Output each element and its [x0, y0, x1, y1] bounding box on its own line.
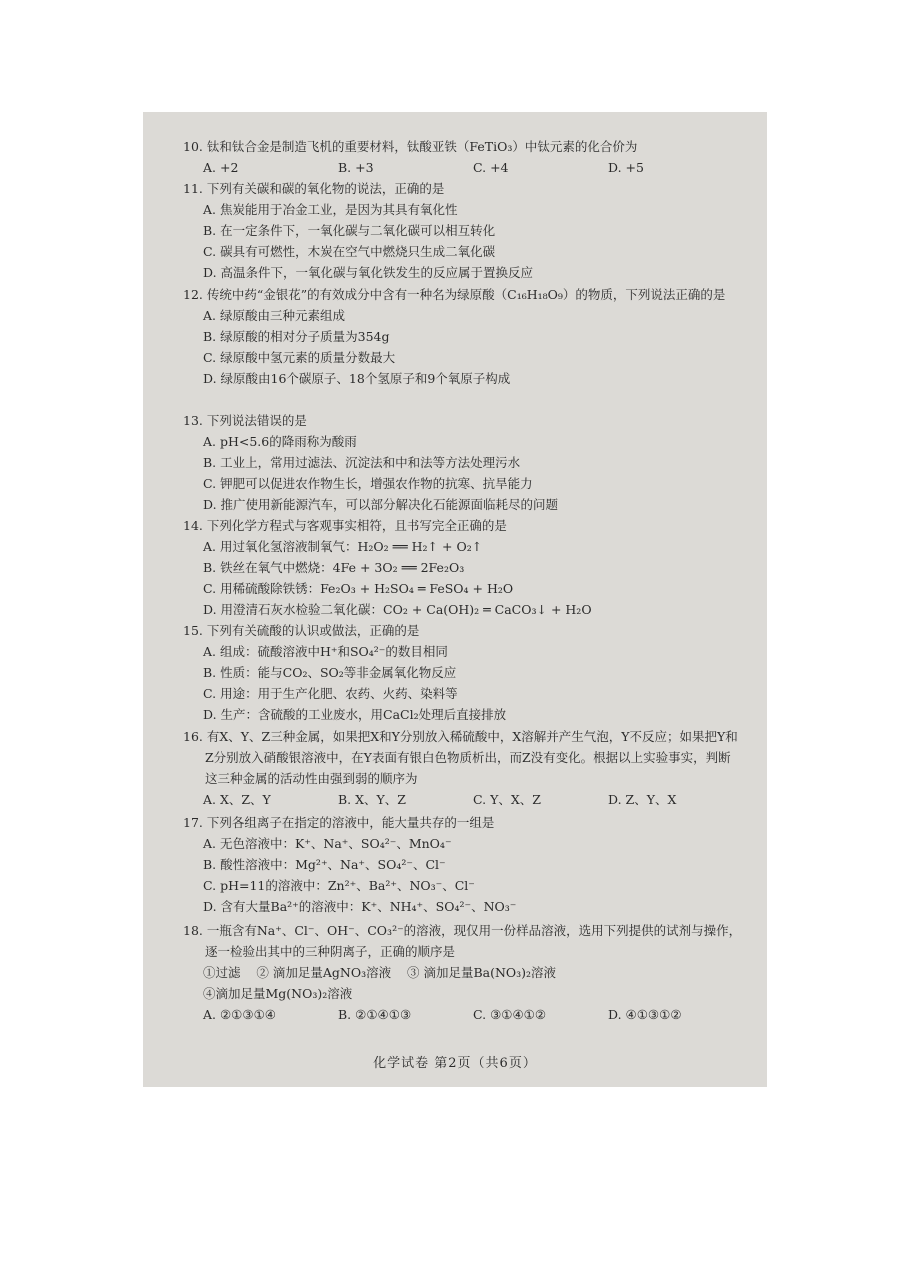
question-13: [183, 410, 743, 515]
question-18: [183, 920, 743, 1025]
option-b: B. 酸性溶液中：Mg²⁺、Na⁺、SO₄²⁻、Cl⁻: [203, 857, 446, 872]
option-b: B. 在一定条件下，一氧化碳与二氧化碳可以相互转化: [203, 223, 496, 238]
question-stem: 11. 下列有关碳和碳的氧化物的说法，正确的是: [183, 181, 445, 196]
question-stem: 15. 下列有关硫酸的认识或做法，正确的是: [183, 623, 420, 638]
reagent-steps-line-1: ①过滤 ② 滴加足量AgNO₃溶液 ③ 滴加足量Ba(NO₃)₂溶液: [203, 965, 557, 980]
option-c: C. ③①④①②: [473, 1007, 547, 1022]
option-d: D. 推广使用新能源汽车，可以部分解决化石能源面临耗尽的问题: [203, 497, 559, 512]
option-c: C. 绿原酸中氢元素的质量分数最大: [203, 350, 396, 365]
option-a: A. 用过氧化氢溶液制氧气：H₂O₂ ══ H₂↑ + O₂↑: [203, 539, 483, 554]
question-stem: 16. 有X、Y、Z三种金属，如果把X和Y分别放入稀硫酸中，X溶解并产生气泡，Y不反应；如果把Y和Z分别放入硝酸银溶液中，在Y表面有银白色物质析出，而Z没有变化。根据以上实验事实，判断这三种金属的活动性由强到弱的顺序为: [183, 729, 738, 786]
question-stem: 12. 传统中药“金银花”的有效成分中含有一种名为绿原酸（C₁₆H₁₈O₉）的物质，下列说法正确的是: [183, 287, 726, 302]
question-16: [183, 726, 743, 810]
option-a: A. 绿原酸由三种元素组成: [203, 308, 345, 323]
option-b: B. 性质：能与CO₂、SO₂等非金属氧化物反应: [203, 665, 457, 680]
option-b: B. X、Y、Z: [338, 792, 406, 807]
question-stem: 17. 下列各组离子在指定的溶液中，能大量共存的一组是: [183, 815, 495, 830]
question-stem: 10. 钛和钛合金是制造飞机的重要材料，钛酸亚铁（FeTiO₃）中钛元素的化合价为: [183, 139, 638, 154]
question-11: [183, 178, 743, 283]
option-c: C. +4: [473, 160, 509, 175]
question-17: [183, 812, 743, 917]
exam-page: [143, 112, 767, 1087]
option-d: D. 高温条件下，一氧化碳与氧化铁发生的反应属于置换反应: [203, 265, 534, 280]
reagent-steps-line-2: ④滴加足量Mg(NO₃)₂溶液: [203, 986, 353, 1001]
question-stem: 18. 一瓶含有Na⁺、Cl⁻、OH⁻、CO₃²⁻的溶液，现仅用一份样品溶液，选用下列提供的试剂与操作，逐一检验出其中的三种阴离子，正确的顺序是: [183, 923, 742, 959]
option-d: D. 用澄清石灰水检验二氧化碳：CO₂ + Ca(OH)₂ ═ CaCO₃↓ + H₂O: [203, 602, 592, 617]
option-c: C. pH=11的溶液中：Zn²⁺、Ba²⁺、NO₃⁻、Cl⁻: [203, 878, 475, 893]
option-b: B. 工业上，常用过滤法、沉淀法和中和法等方法处理污水: [203, 455, 521, 470]
options-row: [183, 1004, 743, 1025]
option-a: A. 焦炭能用于冶金工业，是因为其具有氧化性: [203, 202, 458, 217]
option-a: A. pH<5.6的降雨称为酸雨: [203, 434, 357, 449]
option-c: C. 钾肥可以促进农作物生长，增强农作物的抗寒、抗旱能力: [203, 476, 533, 491]
question-stem: 13. 下列说法错误的是: [183, 413, 307, 428]
option-c: C. 用途：用于生产化肥、农药、火药、染料等: [203, 686, 458, 701]
question-12: [183, 284, 743, 389]
options-row: [183, 789, 743, 810]
option-c: C. 用稀硫酸除铁锈：Fe₂O₃ + H₂SO₄ ═ FeSO₄ + H₂O: [203, 581, 514, 596]
option-b: B. ②①④①③: [338, 1007, 412, 1022]
option-a: A. 组成：硫酸溶液中H⁺和SO₄²⁻的数目相同: [203, 644, 448, 659]
option-b: B. 绿原酸的相对分子质量为354g: [203, 329, 390, 344]
option-d: D. 生产：含硫酸的工业废水，用CaCl₂处理后直接排放: [203, 707, 507, 722]
question-stem: 14. 下列化学方程式与客观事实相符，且书写完全正确的是: [183, 518, 507, 533]
question-15: [183, 620, 743, 725]
option-b: B. 铁丝在氧气中燃烧：4Fe + 3O₂ ══ 2Fe₂O₃: [203, 560, 465, 575]
option-d: D. Z、Y、X: [608, 792, 677, 807]
option-d: D. ④①③①②: [608, 1007, 682, 1022]
option-d: D. 含有大量Ba²⁺的溶液中：K⁺、NH₄⁺、SO₄²⁻、NO₃⁻: [203, 899, 517, 914]
option-d: D. 绿原酸由16个碳原子、18个氢原子和9个氧原子构成: [203, 371, 511, 386]
page-footer: 化学试卷 第2页（共6页）: [373, 1056, 537, 1071]
question-10: [183, 136, 743, 178]
option-a: A. ②①③①④: [203, 1007, 277, 1022]
option-c: C. Y、X、Z: [473, 792, 541, 807]
options-row: [183, 157, 743, 178]
option-a: A. +2: [203, 160, 239, 175]
option-a: A. 无色溶液中：K⁺、Na⁺、SO₄²⁻、MnO₄⁻: [203, 836, 452, 851]
option-d: D. +5: [608, 160, 644, 175]
option-a: A. X、Z、Y: [203, 792, 271, 807]
question-14: [183, 515, 743, 620]
option-c: C. 碳具有可燃性，木炭在空气中燃烧只生成二氧化碳: [203, 244, 496, 259]
option-b: B. +3: [338, 160, 374, 175]
